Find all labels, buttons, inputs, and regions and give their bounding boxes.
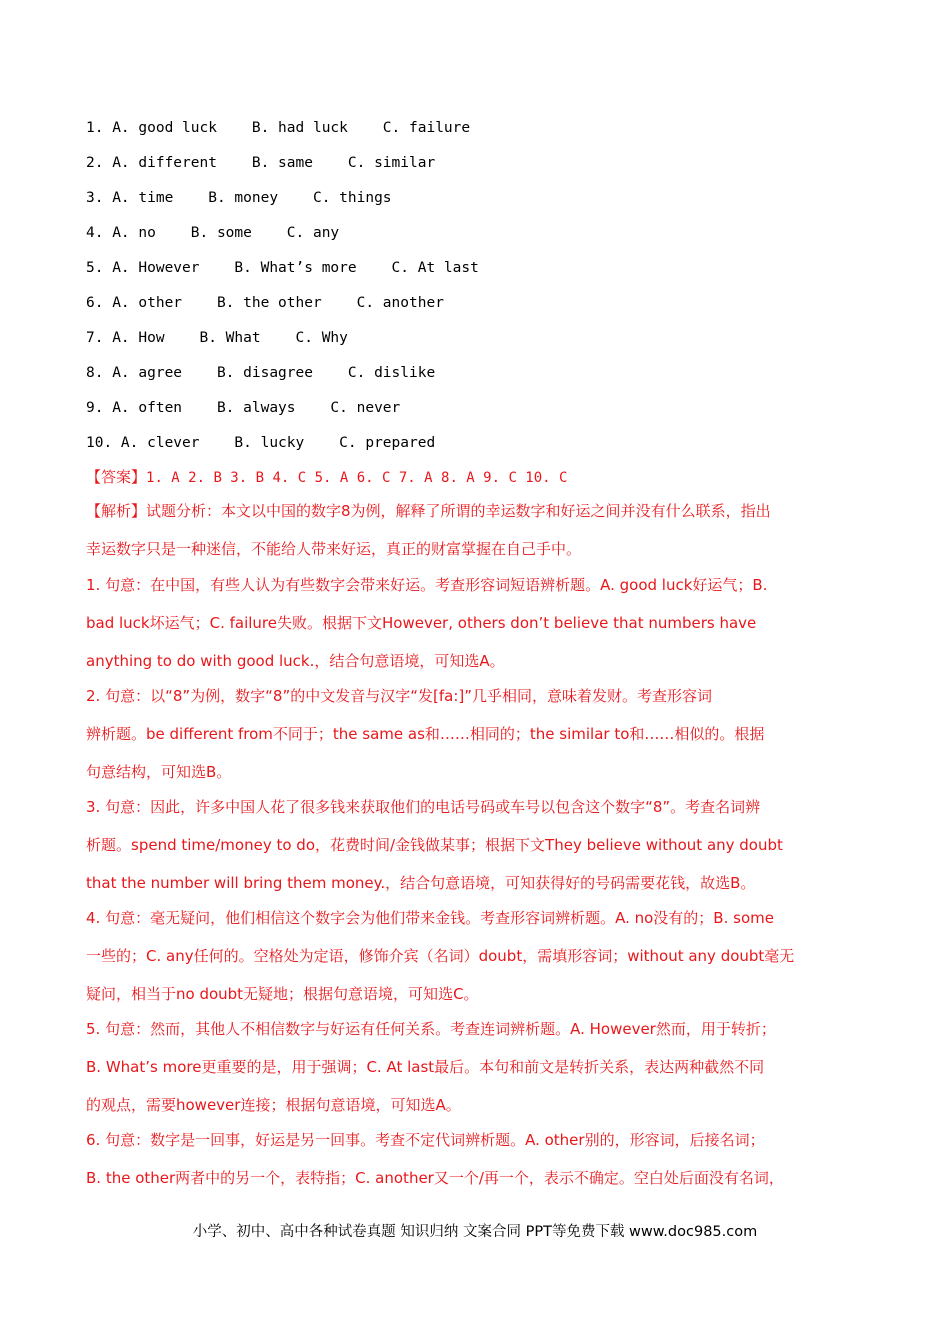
analysis-text: 4. 句意：毫无疑问，他们相信这个数字会为他们带来金钱。考查形容词辨析题。A. no没有的；B. some xyxy=(86,909,774,927)
analysis-line xyxy=(86,1129,866,1151)
analysis-line xyxy=(86,1094,866,1116)
analysis-line xyxy=(86,500,866,522)
analysis-line xyxy=(86,907,866,929)
option-line: 5. A. However B. What’s more C. At last xyxy=(86,260,479,276)
option-line: 2. A. different B. same C. similar xyxy=(86,155,436,171)
option-line: 3. A. time B. money C. things xyxy=(86,190,392,206)
analysis-line xyxy=(86,723,866,745)
analysis-tag: 【解析】 xyxy=(86,502,147,520)
analysis-text: 3. 句意：因此，许多中国人花了很多钱来获取他们的电话号码或车号以包含这个数字“8”。考查名词辨 xyxy=(86,798,761,816)
analysis-text: 一些的；C. any任何的。空格处为定语，修饰介宾（名词）doubt，需填形容词；without any doubt毫无 xyxy=(86,947,795,965)
option-line: 9. A. often B. always C. never xyxy=(86,400,401,416)
analysis-text: 1. 句意：在中国，有些人认为有些数字会带来好运。考查形容词短语辨析题。A. good luck好运气；B. xyxy=(86,576,768,594)
analysis-text: 句意结构，可知选B。 xyxy=(86,763,232,781)
option-line: 8. A. agree B. disagree C. dislike xyxy=(86,365,436,381)
option-line: 7. A. How B. What C. Why xyxy=(86,330,348,346)
analysis-text: 试题分析：本文以中国的数字8为例，解释了所谓的幸运数字和好运之间并没有什么联系，指出 xyxy=(146,502,771,520)
analysis-line xyxy=(86,538,866,560)
analysis-text: 疑问，相当于no doubt无疑地；根据句意语境，可知选C。 xyxy=(86,985,479,1003)
analysis-line xyxy=(86,1018,866,1040)
analysis-text: 析题。spend time/money to do，花费时间/金钱做某事；根据下文They believe without any doubt xyxy=(86,836,783,854)
analysis-text: B. the other两者中的另一个，表特指；C. another又一个/再一个，表示不确定。空白处后面没有名词， xyxy=(86,1169,784,1187)
analysis-text: anything to do with good luck.，结合句意语境，可知选A。 xyxy=(86,652,505,670)
option-line: 1. A. good luck B. had luck C. failure xyxy=(86,120,471,136)
option-line: 10. A. clever B. lucky C. prepared xyxy=(86,435,436,451)
analysis-text: B. What’s more更重要的是，用于强调；C. At last最后。本句和前文是转折关系，表达两种截然不同 xyxy=(86,1058,765,1076)
analysis-line xyxy=(86,761,866,783)
answer-text: 1. A 2. B 3. B 4. C 5. A 6. C 7. A 8. A 9. C 10. C xyxy=(146,470,568,486)
analysis-text: that the number will bring them money.，结合句意语境，可知获得好的号码需要花钱，故选B。 xyxy=(86,874,756,892)
analysis-line xyxy=(86,872,866,894)
analysis-line xyxy=(86,983,866,1005)
analysis-line xyxy=(86,574,866,596)
option-line: 6. A. other B. the other C. another xyxy=(86,295,444,311)
analysis-line xyxy=(86,796,866,818)
analysis-line xyxy=(86,1167,866,1189)
analysis-text: 辨析题。be different from不同于；the same as和……相同的；the similar to和……相似的。根据 xyxy=(86,725,765,743)
analysis-text: 6. 句意：数字是一回事，好运是另一回事。考查不定代词辨析题。A. other别的，形容词，后接名词； xyxy=(86,1131,765,1149)
footer-text: 小学、初中、高中各种试卷真题 知识归纳 文案合同 PPT等免费下载 www.doc985.com xyxy=(192,1224,758,1240)
answer-line xyxy=(86,466,866,489)
analysis-line xyxy=(86,834,866,856)
analysis-text: 幸运数字只是一种迷信，不能给人带来好运，真正的财富掌握在自己手中。 xyxy=(86,540,582,558)
answer-tag: 【答案】 xyxy=(86,468,147,486)
analysis-text: 2. 句意：以“8”为例，数字“8”的中文发音与汉字“发[fa:]”几乎相同，意味着发财。考查形容词 xyxy=(86,687,713,705)
analysis-text: 的观点，需要however连接；根据句意语境，可知选A。 xyxy=(86,1096,461,1114)
analysis-line xyxy=(86,650,866,672)
option-line: 4. A. no B. some C. any xyxy=(86,225,340,241)
analysis-line xyxy=(86,612,866,634)
analysis-text: bad luck坏运气；C. failure失败。根据下文However, others don’t believe that numbers have xyxy=(86,614,757,632)
analysis-line xyxy=(86,1056,866,1078)
analysis-line xyxy=(86,945,866,967)
analysis-text: 5. 句意：然而，其他人不相信数字与好运有任何关系。考查连词辨析题。A. However然而，用于转折； xyxy=(86,1020,776,1038)
analysis-line xyxy=(86,685,866,707)
